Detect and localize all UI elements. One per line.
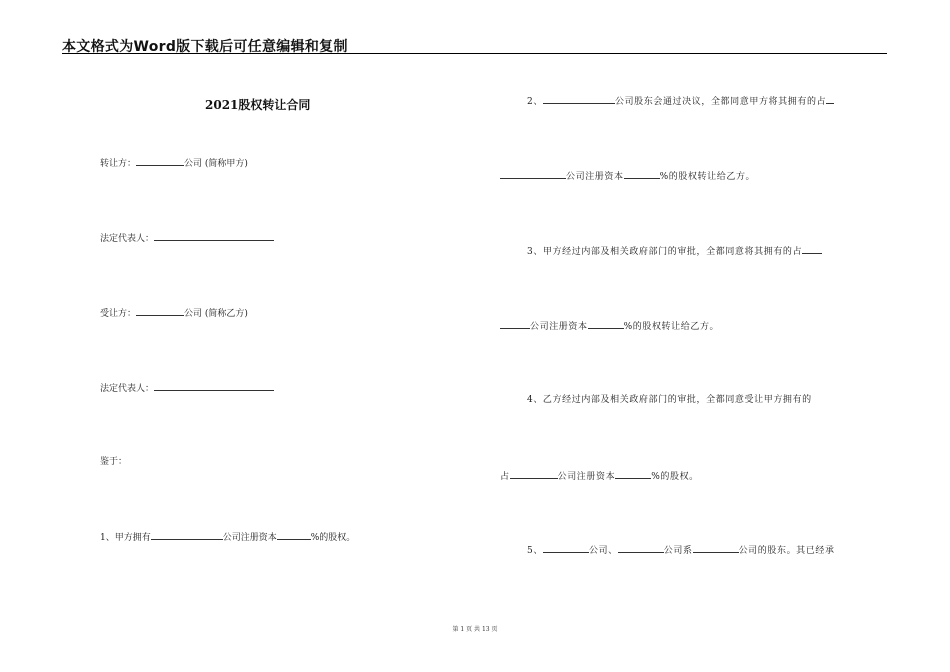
blank-field — [588, 319, 624, 329]
clause-4-cont-mid: 公司注册资本 — [557, 472, 616, 482]
clause-5-c: 公司的股东。其已经承 — [738, 546, 835, 556]
transferee-label: 受让方： — [100, 309, 137, 319]
blank-field — [543, 94, 615, 104]
clause-2-cont-mid: 公司注册资本 — [566, 172, 624, 182]
transferor-line — [100, 156, 248, 170]
page-footer: 第 1 页 共 13 页 — [452, 626, 498, 633]
blank-field — [618, 543, 664, 553]
clause-1-line — [100, 530, 355, 544]
blank-field — [500, 319, 530, 329]
blank-field — [826, 94, 834, 104]
transferor-suffix: 公司 (简称甲方) — [184, 159, 248, 169]
clause-1-suffix: %的股权。 — [310, 533, 356, 543]
blank-field — [615, 469, 651, 479]
clause-4-continuation — [500, 469, 699, 483]
clause-4-line — [527, 394, 812, 406]
clause-4-text: 4、乙方经过内部及相关政府部门的审批，全都同意受让甲方拥有的 — [527, 395, 812, 405]
legal-rep-label: 法定代表人： — [100, 384, 155, 394]
clause-4-cont-suffix: %的股权。 — [651, 472, 699, 482]
document-header-title: 本文格式为Word版下载后可任意编辑和复制 — [62, 39, 348, 55]
header-divider — [62, 53, 887, 54]
whereas-label: 鉴于： — [100, 457, 128, 467]
legal-rep-line-1 — [100, 231, 274, 245]
blank-field — [154, 231, 274, 241]
blank-field — [624, 169, 660, 179]
clause-3-cont-suffix: %的股权转让给乙方。 — [623, 322, 720, 332]
document-title: 2021股权转让合同 — [205, 98, 311, 112]
transferor-label: 转让方： — [100, 159, 137, 169]
clause-5-a: 公司、 — [588, 546, 618, 556]
whereas-line — [100, 456, 127, 468]
blank-field — [136, 156, 184, 166]
blank-field — [136, 306, 184, 316]
blank-field — [151, 530, 223, 540]
transferee-line — [100, 306, 248, 320]
clause-5-line — [527, 543, 835, 557]
clause-5-prefix: 5、 — [527, 546, 543, 556]
blank-field — [802, 244, 822, 254]
clause-4-cont-prefix: 占 — [500, 472, 510, 482]
clause-2-continuation — [500, 169, 755, 183]
clause-3-line — [527, 244, 822, 258]
clause-1-mid: 公司注册资本 — [222, 533, 277, 543]
blank-field — [510, 469, 558, 479]
clause-2-line — [527, 94, 834, 108]
clause-3-continuation — [500, 319, 719, 333]
clause-1-prefix: 1、甲方拥有 — [100, 533, 151, 543]
transferee-suffix: 公司 (简称乙方) — [184, 309, 248, 319]
clause-2-text: 公司股东会通过决议，全都同意甲方将其拥有的占 — [614, 97, 827, 107]
clause-2-prefix: 2、 — [527, 97, 543, 107]
blank-field — [693, 543, 739, 553]
clause-3-cont-mid: 公司注册资本 — [530, 322, 588, 332]
clause-2-cont-suffix: %的股权转让给乙方。 — [659, 172, 756, 182]
blank-field — [500, 169, 566, 179]
clause-3-text: 3、甲方经过内部及相关政府部门的审批，全都同意将其拥有的占 — [527, 247, 803, 257]
clause-5-b: 公司系 — [663, 546, 693, 556]
blank-field — [277, 530, 311, 540]
legal-rep-line-2 — [100, 381, 274, 395]
blank-field — [543, 543, 589, 553]
blank-field — [154, 381, 274, 391]
legal-rep-label: 法定代表人： — [100, 234, 155, 244]
